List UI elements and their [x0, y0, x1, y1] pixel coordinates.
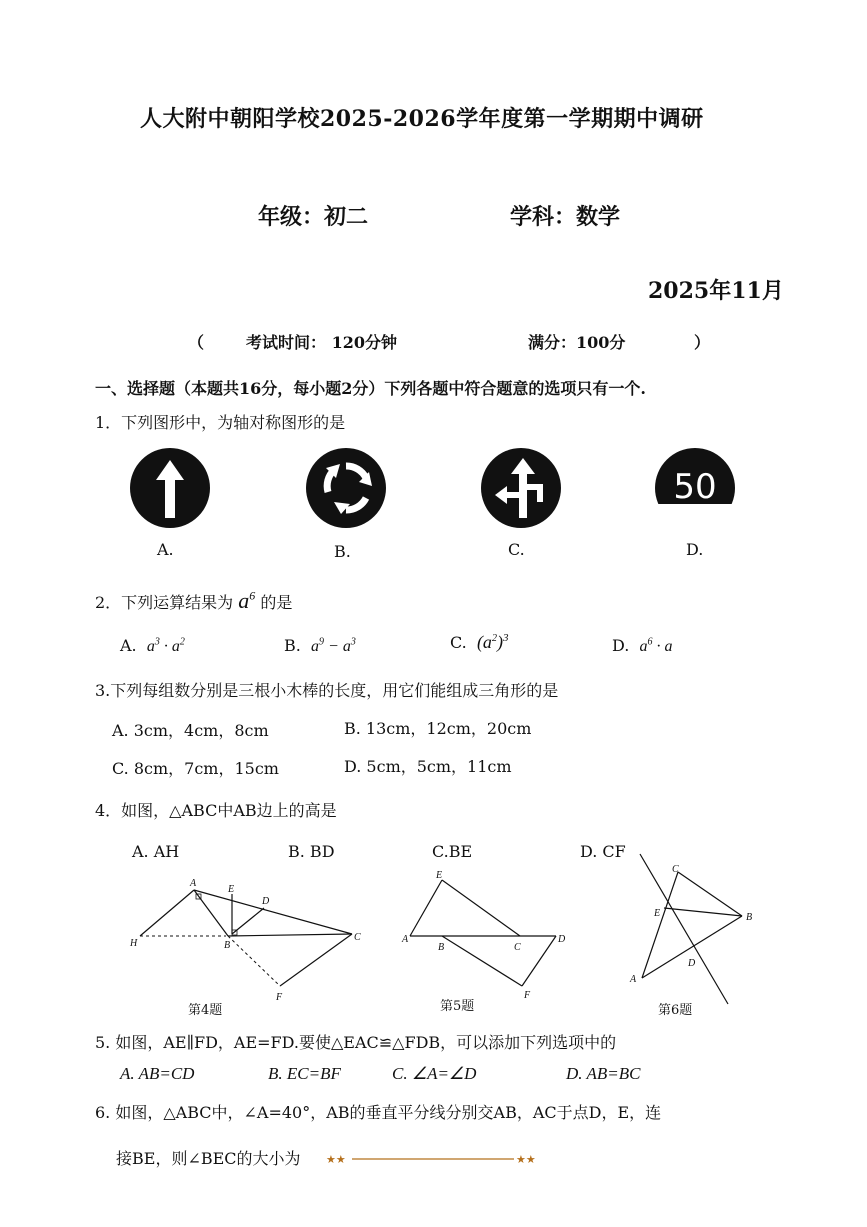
q5-option-d: D. AB=BC — [566, 1064, 641, 1083]
q1-option-d: D. — [686, 540, 704, 559]
fig6-caption: 第6题 — [658, 1003, 693, 1018]
q2-stem-prefix: 2．下列运算结果为 — [95, 593, 234, 612]
q3-option-c: C. 8cm，7cm，15cm — [112, 759, 279, 778]
q5-option-a: A. AB=CD — [120, 1064, 195, 1083]
paren-open: （ — [188, 333, 205, 352]
fig4-point-d: D — [262, 896, 270, 907]
question-1-stem: 1．下列图形中，为轴对称图形的是 — [95, 413, 346, 432]
up-arrow-icon — [130, 448, 210, 528]
question-3-stem: 3.下列每组数分别是三根小木棒的长度，用它们能组成三角形的是 — [95, 681, 559, 700]
paren-close: ） — [694, 333, 711, 352]
q1-option-b: B. — [334, 542, 351, 561]
fig4-point-e: E — [228, 884, 235, 895]
q2-expression: $a^6$ — [238, 588, 256, 613]
exam-time: 考试时间： 120分钟 — [246, 333, 397, 352]
section-heading: 一、选择题（本题共16分，每小题2分）下列各题中符合题意的选项只有一个. — [95, 379, 646, 398]
exam-title: 人大附中朝阳学校2025-2026学年度第一学期期中调研 — [140, 106, 704, 132]
speed-limit-icon — [655, 448, 735, 528]
q2-stem-suffix: 的是 — [260, 593, 293, 612]
fig4-point-b: B — [224, 940, 231, 951]
q4-option-d: D. CF — [580, 842, 626, 861]
q3-option-d: D. 5cm，5cm，11cm — [344, 757, 512, 776]
figure-4 — [128, 870, 368, 1020]
q5-option-b: B. EC=BF — [268, 1064, 341, 1083]
q2-option-d: D. $a^6 \cdot a$ — [612, 636, 673, 655]
star-icon: ★★ — [326, 1154, 346, 1166]
question-4-stem: 4．如图，△ABC中AB边上的高是 — [95, 801, 337, 820]
q1-option-c: C. — [508, 540, 525, 559]
q3-option-a: A. 3cm，4cm，8cm — [112, 721, 269, 740]
speed-limit-sign — [655, 448, 735, 528]
question-2-stem — [95, 588, 292, 614]
fig4-point-a: A — [190, 878, 197, 889]
speed-limit-value: 50 — [673, 467, 717, 507]
q1-option-a: A. — [157, 540, 174, 559]
fig5-point-a: A — [402, 934, 409, 945]
fig6-point-e: E — [654, 908, 661, 919]
q2-option-a: A. $a^3 \cdot a^2$ — [120, 636, 185, 655]
q2-option-b: B. $a^9 - a^3$ — [284, 636, 356, 655]
fig6-point-d: D — [688, 958, 696, 969]
fig5-point-b: B — [438, 942, 445, 953]
star-icon: ★★ — [516, 1154, 536, 1166]
roundabout-sign — [306, 448, 386, 528]
fig4-point-f: F — [276, 992, 283, 1003]
straight-left-arrows-icon — [481, 448, 561, 528]
fig4-caption: 第4题 — [188, 1003, 223, 1018]
question-6-stem-line1: 6. 如图，△ABC中，∠A=40°，AB的垂直平分线分别交AB，AC于点D，E，连 — [95, 1103, 662, 1122]
full-score: 满分：100分 — [528, 333, 626, 352]
figure-6 — [620, 850, 790, 1020]
figure-5 — [398, 868, 578, 1018]
fig5-point-d: D — [558, 934, 566, 945]
up-arrow-sign — [130, 448, 210, 528]
q4-option-c: C.BE — [432, 842, 473, 861]
question-6-stem-line2: 接BE，则∠BEC的大小为 — [116, 1149, 301, 1168]
question-5-stem: 5. 如图，AE∥FD，AE=FD.要使△EAC≌△FDB，可以添加下列选项中的 — [95, 1033, 617, 1052]
fig6-point-c: C — [672, 864, 679, 875]
fig4-point-h: H — [130, 938, 138, 949]
q2-option-c: C. $(a^2)^3$ — [450, 632, 509, 652]
q4-option-a: A. AH — [132, 842, 180, 861]
fig4-point-c: C — [354, 932, 361, 943]
fig6-point-b: B — [746, 912, 753, 923]
q4-option-b: B. BD — [288, 842, 335, 861]
fig6-point-a: A — [630, 974, 637, 985]
fig5-caption: 第5题 — [440, 999, 475, 1014]
q5-option-c: C. ∠A=∠D — [392, 1064, 477, 1083]
subject-label: 学科：数学 — [510, 204, 621, 230]
watermark-decoration — [326, 1152, 546, 1166]
straight-or-left-sign — [481, 448, 561, 528]
fig5-point-e: E — [436, 870, 443, 881]
grade-label: 年级：初二 — [258, 204, 369, 230]
roundabout-arrows-icon — [306, 448, 386, 528]
fig5-point-c: C — [514, 942, 521, 953]
q3-option-b: B. 13cm，12cm，20cm — [344, 719, 532, 738]
exam-date: 2025年11月 — [648, 278, 784, 304]
fig5-point-f: F — [524, 990, 531, 1001]
